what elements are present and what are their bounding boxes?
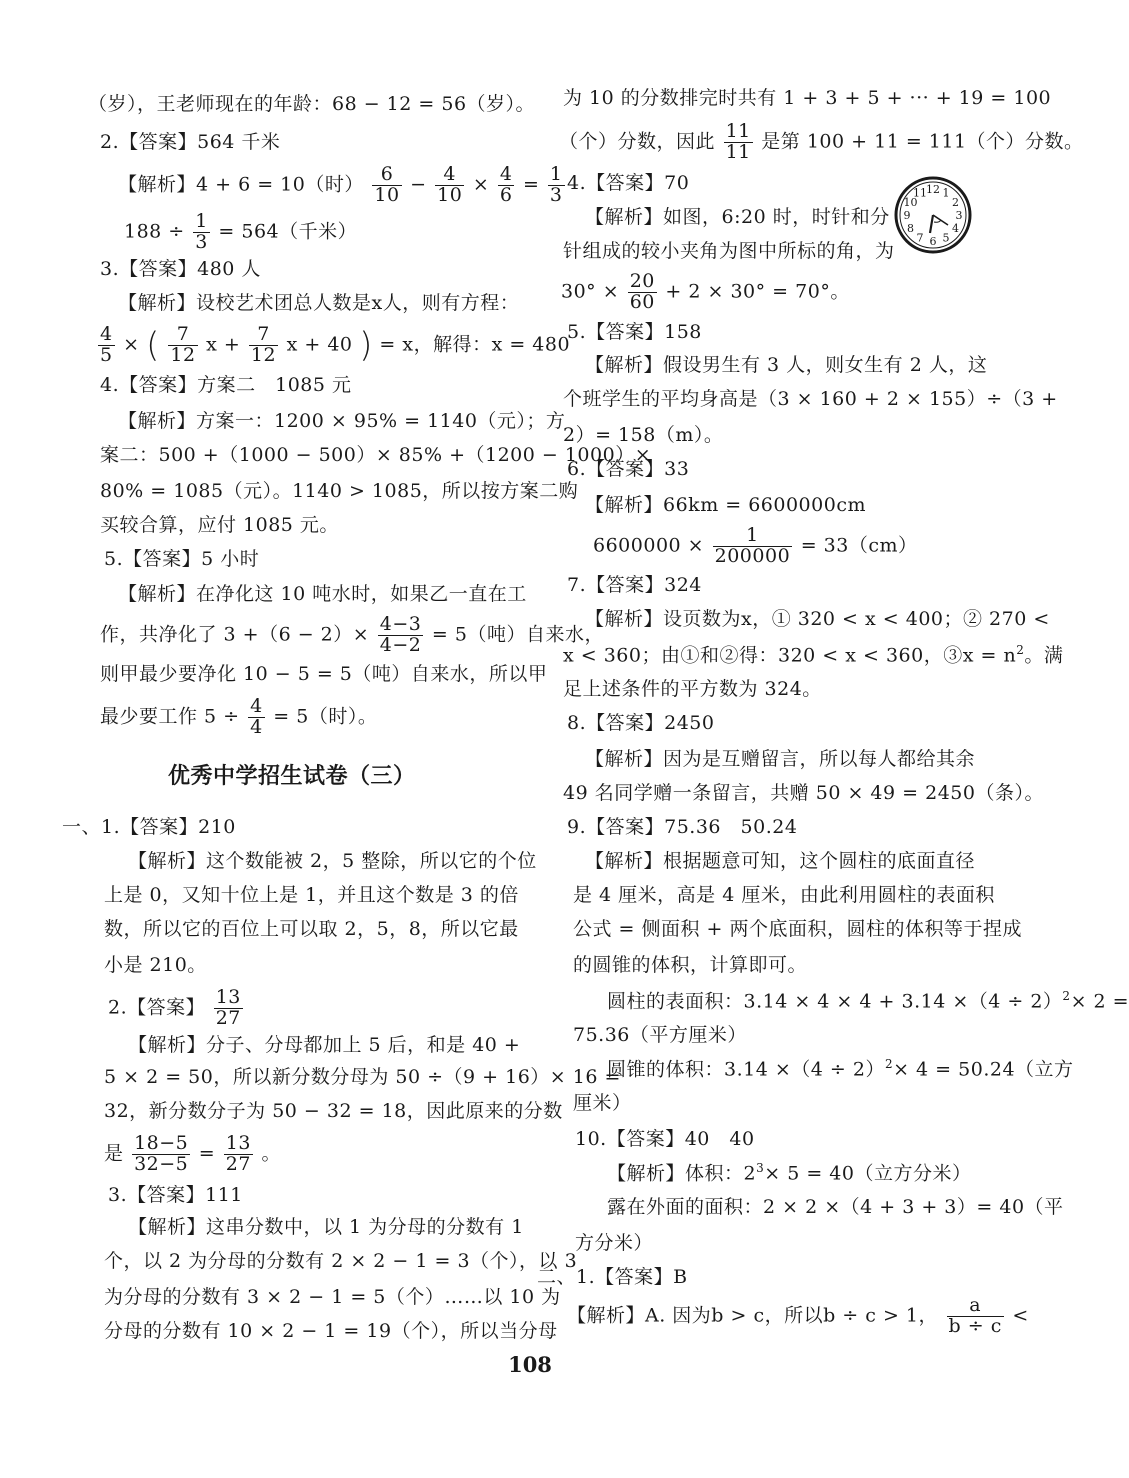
solution-10-line-1 [607,1162,971,1183]
fraction: $\frac{1}{3}$ [195,210,208,253]
text: = x，解得：x = 480 [379,333,571,356]
text: = 5（吨）自来水， [431,623,604,646]
text: × 4 = 50.24（立方 [893,1058,1074,1081]
text: 是第 100 + 11 = 111（个）分数。 [761,130,1084,153]
text: 最少要工作 5 ÷ [100,705,240,728]
superscript: 2 [884,1057,894,1071]
solution-8-line-1: 【解析】因为是互赠留言，所以每人都给其余 [585,748,976,770]
solution-4-line-1: 【解析】如图，6:20 时，时针和分 [585,206,890,228]
s2-solution-line-4: 是 $\frac{18-5}{32-5}$ = $\frac{13}{27}$ 。 [104,1132,282,1175]
text: x < 360；由①和②得：320 < x < 360，③x = n [563,644,1017,667]
text: × 5 = 40（立方分米） [764,1162,972,1185]
fraction: $\frac{13}{27}$ [225,1132,251,1175]
s2-solution-line-2: 5 × 2 = 50，所以新分数分母为 50 ÷（9 + 16）× 16 = [104,1066,621,1088]
s3-answer: 3.【答案】111 [108,1184,243,1206]
operator: × [123,333,140,356]
solution-9-line-2: 是 4 厘米，高是 4 厘米，由此利用圆柱的表面积 [573,884,995,906]
text: 。满 [1024,644,1064,667]
text: 圆柱的表面积：3.14 × 4 × 4 + 3.14 ×（4 ÷ 2） [607,990,1063,1013]
s3-solution-line-2: 个，以 2 为分母的分数有 2 × 2 − 1 = 3（个），以 3 [104,1250,578,1272]
text: （个）分数，因此 [559,130,716,153]
s3-solution-line-1: 【解析】这串分数中，以 1 为分母的分数有 1 [128,1216,524,1238]
solution-5-line-4 [100,697,377,738]
fraction: $\frac{a}{b \div c}$ [948,1294,1002,1337]
fraction: $\frac{1}{200000}$ [714,524,791,567]
s1-answer: 一、1.【答案】210 [62,816,236,838]
text: = 564（千米） [218,220,358,243]
superscript: 2 [1062,989,1071,1003]
paren-open: ( [146,325,160,366]
fraction: $\frac{6}{10}$ [374,163,400,206]
text: 是 [104,1142,124,1165]
solution-4-line-1: 【解析】方案一：1200 × 95% = 1140（元）；方 [118,410,566,432]
answer-5: 5.【答案】158 [567,321,702,343]
fraction: $\frac{4}{10}$ [437,163,463,206]
fraction: $\frac{4-3}{4-2}$ [379,613,422,656]
solution-3-line-2 [96,325,570,366]
text: 【解析】体积：2 [607,1162,757,1185]
answer-2: 2.【答案】564 千米 [100,131,281,153]
page-number: 108 [508,1352,552,1377]
fraction: $\frac{4}{6}$ [499,163,513,206]
clock-numeral: 3 [955,209,963,222]
clock-numeral: 6 [929,235,937,248]
text: × 2 = [1070,990,1129,1013]
solution-9-line-5 [607,990,1129,1011]
text: x + [206,333,241,356]
text: = 5（时）。 [273,705,378,728]
fraction: $\frac{11}{11}$ [725,120,751,163]
solution-2-line-2 [124,212,357,253]
clock-figure [893,175,973,255]
text: 圆锥的体积：3.14 ×（4 ÷ 2） [607,1058,885,1081]
text: 。 [261,1142,282,1165]
fraction: $\frac{18-5}{32-5}$ [134,1132,189,1175]
text-line: 为 10 的分数排完时共有 1 + 3 + 5 + ··· + 19 = 100 [563,87,1052,109]
text: x + 40 [286,333,353,356]
text-line [559,122,1084,163]
answer-3: 3.【答案】480 人 [100,258,261,280]
answer-5: 5.【答案】5 小时 [104,548,260,570]
solution-10-line-3: 方分米） [575,1232,654,1254]
clock-numeral: 11 [913,186,927,200]
text: 30° × [561,280,620,303]
t1-answer: 二、1.【答案】B [537,1266,688,1288]
clock-numeral: 9 [903,209,911,222]
s1-solution-line-3: 数，所以它的百位上可以取 2，5，8，所以它最 [104,918,519,940]
clock-numeral: 2 [952,196,959,209]
operator: = [522,173,540,196]
solution-6-line-2 [593,526,918,567]
solution-2-line-1 [118,165,567,206]
text: 2.【答案】 [108,996,206,1019]
solution-4-line-3 [561,272,850,313]
superscript: 2 [1016,643,1025,657]
solution-4-line-2: 针组成的较小夹角为图中所标的角，为 [563,240,895,262]
text: + 2 × 30° = 70°。 [665,280,850,303]
solution-5-line-2 [100,615,604,656]
clock-numeral: 1 [942,186,950,200]
solution-9-line-4: 的圆锥的体积，计算即可。 [573,954,808,976]
solution-9-line-3: 公式 = 侧面积 + 两个底面积，圆柱的体积等于捏成 [573,918,1022,940]
solution-9-line-6: 75.36（平方厘米） [573,1024,747,1046]
clock-numeral: 8 [907,222,914,235]
paren-close: ) [359,325,373,366]
text: 作，共净化了 3 +（6 − 2）× [100,623,370,646]
clock-numeral: 5 [942,231,950,245]
fraction: $\frac{13}{27}$ [215,986,241,1029]
fraction: $\frac{4}{4}$ [250,695,263,738]
s1-solution-line-1: 【解析】这个数能被 2，5 整除，所以它的个位 [128,850,537,872]
solution-7-line-3: 足上述条件的平方数为 324。 [563,678,822,700]
s1-solution-line-2: 上是 0，又知十位上是 1，并且这个数是 3 的倍 [104,884,519,906]
solution-3-line-1: 【解析】设校艺术团总人数是x人，则有方程： [118,292,520,314]
text: 6600000 × [593,534,705,557]
s3-solution-line-3: 为分母的分数有 3 × 2 − 1 = 5（个）……以 10 为 [104,1286,561,1308]
s2-answer [108,988,245,1029]
text: = 33（cm） [800,534,918,557]
text: < [1012,1304,1029,1327]
solution-5-line-1: 【解析】在净化这 10 吨水时，如果乙一直在工 [118,583,527,605]
answer-6: 6.【答案】33 [567,458,690,480]
answer-10: 10.【答案】40 40 [575,1128,755,1150]
fraction: $\frac{4}{5}$ [100,323,113,366]
s2-solution-line-3: 32，新分数分子为 50 − 32 = 18，因此原来的分数 [104,1100,563,1122]
operator: × [472,173,490,196]
solution-9-line-8: 厘米） [573,1092,632,1114]
answer-9: 9.【答案】75.36 50.24 [567,816,798,838]
s1-solution-line-4: 小是 210。 [104,954,207,976]
solution-5-line-1: 【解析】假设男生有 3 人，则女生有 2 人，这 [585,354,988,376]
solution-4-line-3: 80% = 1085（元）。1140 > 1085，所以按方案二购 [100,480,579,502]
solution-4-line-2: 案二：500 +（1000 − 500）× 85% +（1200 − 1000）× [100,444,652,466]
section-title: 优秀中学招生试卷（三） [168,764,416,789]
text-line: （岁），王老师现在的年龄：68 − 12 = 56（岁）。 [88,93,536,115]
solution-10-line-2: 露在外面的面积：2 × 2 ×（4 + 3 + 3）= 40（平 [607,1196,1064,1218]
solution-7-line-2 [563,644,1063,665]
solution-5-line-2: 个班学生的平均身高是（3 × 160 + 2 × 155）÷（3 + [563,388,1058,410]
answer-7: 7.【答案】324 [567,574,702,596]
fraction: $\frac{1}{3}$ [549,163,563,206]
operator: − [410,173,427,196]
solution-7-line-1: 【解析】设页数为x，① 320 < x < 400；② 270 < [585,608,1050,630]
solution-5-line-3: 则甲最少要净化 10 − 5 = 5（吨）自来水，所以甲 [100,663,548,685]
s2-solution-line-1: 【解析】分子、分母都加上 5 后，和是 40 + [128,1034,521,1056]
clock-numeral: 4 [952,222,959,235]
text: 【解析】A. 因为b > c，所以b ÷ c > 1， [567,1304,938,1327]
solution-9-line-7 [607,1058,1074,1079]
s3-solution-line-4: 分母的分数有 10 × 2 − 1 = 19（个），所以当分母 [104,1320,558,1342]
solution-5-line-3: 2）= 158（m）。 [563,424,724,446]
fraction: $\frac{7}{12}$ [170,323,196,366]
answer-4: 4.【答案】方案二 1085 元 [100,374,352,396]
text: 188 ÷ [124,220,185,243]
hour-hand [930,215,933,233]
superscript: 3 [756,1161,765,1175]
answer-4: 4.【答案】70 [567,172,690,194]
clock-numeral: 12 [926,183,940,196]
solution-4-line-4: 买较合算，应付 1085 元。 [100,514,339,536]
solution-6-line-1: 【解析】66km = 6600000cm [585,494,866,516]
fraction: $\frac{20}{60}$ [629,270,655,313]
fraction: $\frac{7}{12}$ [250,323,277,366]
clock-numeral: 10 [903,196,918,209]
solution-8-line-2: 49 名同学赠一条留言，共赠 50 × 49 = 2450（条）。 [563,782,1044,804]
t1-solution-line-1 [567,1296,1029,1337]
answer-8: 8.【答案】2450 [567,712,715,734]
solution-9-line-1: 【解析】根据题意可知，这个圆柱的底面直径 [585,850,976,872]
text: 【解析】4 + 6 = 10（时） [118,173,364,196]
clock-numeral: 7 [916,231,924,245]
